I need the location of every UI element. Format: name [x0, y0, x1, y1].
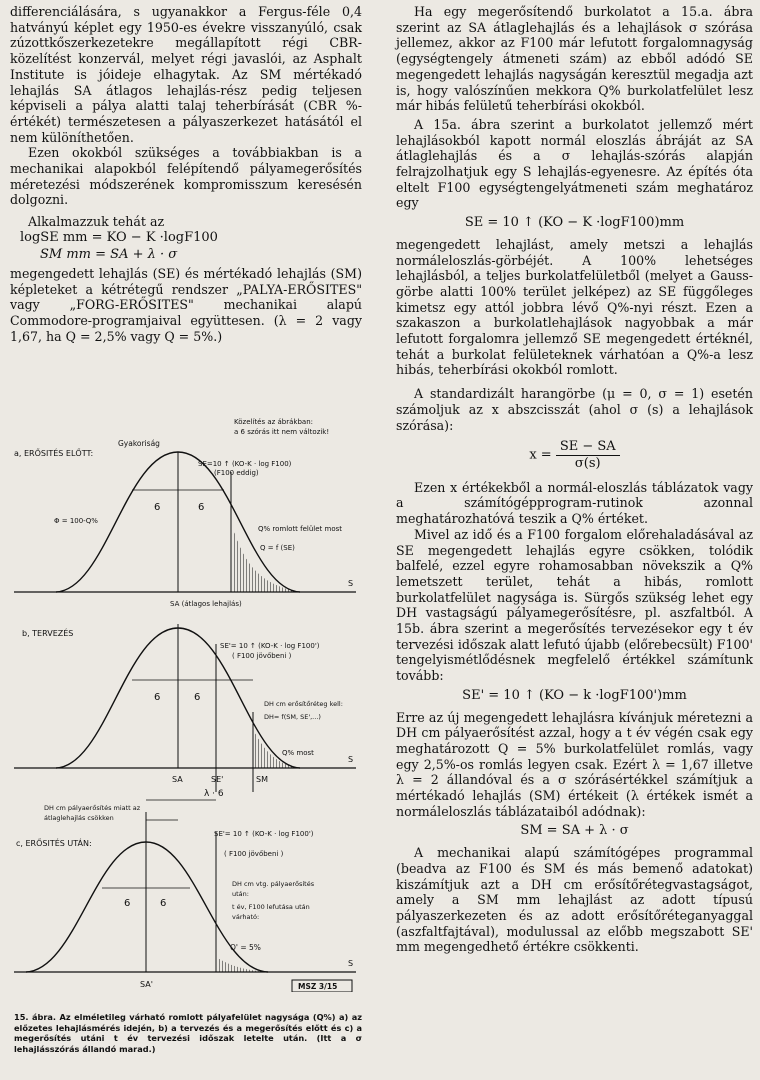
label-a: a, ERŐSITÉS ELŐTT:: [14, 449, 94, 458]
s-label-b: S: [348, 755, 354, 764]
dh-need-2: DH= f(SM, SE',...): [264, 713, 321, 721]
dh-after-3: t év, F100 lefutása után: [232, 903, 310, 911]
se-formula-c2: ( F100 jövőbeni ): [224, 850, 284, 858]
se-prime-label-b: SE': [211, 775, 224, 784]
fraction: [556, 439, 620, 471]
distribution-diagrams: [6, 412, 366, 992]
sigma-b-2: 6: [194, 692, 201, 703]
se-formula-b: SE'= 10 ↑ (KO-K · log F100'): [220, 642, 320, 650]
panel-a: [14, 418, 356, 608]
left-paragraph-3: Alkalmazzuk tehát az: [28, 214, 165, 230]
right-column: [396, 4, 753, 955]
sa-label-b: SA: [172, 775, 183, 784]
s-label-a: S: [348, 579, 354, 588]
equation-se-prime: SE' = 10 ↑ (KO − k ·logF100')mm: [462, 687, 687, 703]
equation-sm-right: SM = SA + λ · σ: [520, 823, 629, 839]
dh-after-2: után:: [232, 890, 249, 898]
sa-label-a: SA (átlagos lehajlás): [170, 600, 242, 608]
right-paragraph-2: A 15a. ábra szerint a burkolatot jellemző mért lehajlásokból kapott normál eloszlás ábráját az SA átlaglehajlás és a σ lehajlás-szórás alapján felrajzolhatjuk egy S lehajlás-egyenesre. Az építés óta eltelt F100 egységtengelyátmeneti szám meghatároz egy: [396, 116, 753, 211]
equation-x: [396, 439, 753, 471]
sigma-a-2: 6: [198, 502, 205, 513]
equation-sm: SM mm = SA + λ · σ: [40, 246, 178, 262]
right-paragraph-6: Mivel az idő és a F100 forgalom előrehaladásával az SE megengedett lehajlás egyre csökken, tolódik balfelé, ezzel egyre rohamosabban növekszik a Q% lemetszett terület, tehát a hibás, romlott burkolatfelület nagysága is. Sürgős szükség lehet egy DH vastagságú pályamegerősítésre, pl. aszfaltból. A 15b. ábra szerint a megerősítés tervezésekor egy t év tervezési időszak alatt lefutó újabb (előrebecsült) F100' tengelyismétlődésnek megfelelő értékkel számítunk tovább:: [396, 526, 753, 684]
figure-15: [6, 412, 366, 992]
q-romlott-label: Q% romlott felület most: [258, 525, 343, 533]
dh-after-4: várható:: [232, 913, 260, 921]
figure-caption: 15. ábra. Az elméletileg várható romlott pályafelület nagysága (Q%) a) az előzetes lehajlásmérés idején, b) a tervezés és a megerősítés előtt és c) a megerősítés utáni t év tervezési időszak letelte után. (Itt a σ lehajlásszórás állandó marad.): [14, 1012, 362, 1054]
left-paragraph-1: differenciálására, s ugyanakkor a Fergus-féle 0,4 hatványú képlet egy 1950-es évekre visszanyúló, csak zúzottkőszerkezetekre megállapított régi CBR-közelítést konzervál, melyet régi javaslói, az Asphalt Institute is jóideje elhagytak. Az SM mértékadó lehajlás SA átlagos lehajlás-rész pedig teljesen képviseli a pálya alatti talaj teherbírását (CBR %-értékét) természetesen a pályaszerkezet hatásától el nem különíthetően.: [10, 4, 362, 145]
se-formula-c: SE'= 10 ↑ (KO-K · log F100'): [214, 830, 314, 838]
note-1: Közelítés az ábrákban:: [234, 418, 313, 426]
note-2: a 6 szórás itt nem változik!: [234, 428, 330, 436]
dh-miatt-1: DH cm pályaerősítés miatt az: [44, 804, 141, 812]
frac-denominator: σ(s): [574, 455, 601, 471]
left-paragraph-4: megengedett lehajlás (SE) és mértékadó lehajlás (SM) képleteket a kétrétegű rendszer „PALYA-ERŐSITES" vagy „FORG-ERŐSITES" mechanikai alapú Commodore-programjaival együttesen. (λ = 2 vagy 1,67, ha Q = 2,5% vagy Q = 5%.): [10, 265, 362, 344]
sigma-c-1: 6: [124, 898, 131, 909]
q-most-label: Q% most: [282, 749, 314, 757]
sigma-b-1: 6: [154, 692, 161, 703]
se-formula-a2: (F100 eddig): [214, 469, 259, 477]
equation-se: logSE mm = KO − K ·logF100: [20, 229, 218, 245]
q-f-label: Q = f (SE): [260, 544, 295, 552]
sa-prime-label: SA': [140, 980, 153, 989]
dh-miatt-2: átlaglehajlás csökken: [44, 814, 114, 822]
right-paragraph-4: A standardizált harangörbe (μ = 0, σ = 1) esetén számoljuk az x abszcisszát (ahol σ (s) a lehajlások szórása):: [396, 386, 753, 433]
right-paragraph-5: Ezen x értékekből a normál-eloszlás táblázatok vagy a számítógépprogram-rutinok azonnal meghatározhatóvá teszik a Q% értéket.: [396, 479, 753, 527]
left-column: [10, 4, 362, 344]
left-paragraph-2: Ezen okokból szükséges a továbbiakban is a mechanikai alapokból felépítendő pályamegerősítés méretezési módszerének kompromisszum keresésén dolgozni.: [10, 145, 362, 208]
sm-label-b: SM: [256, 775, 268, 784]
phi-label: Φ = 100-Q%: [54, 517, 98, 525]
se-formula-b2: ( F100 jövőbeni ): [232, 652, 292, 660]
frac-lhs: x =: [529, 447, 552, 463]
dh-after-1: DH cm vtg. pályaerősítés: [232, 880, 315, 888]
equation-se-right: SE = 10 ↑ (KO − K ·logF100)mm: [464, 215, 685, 231]
right-paragraph-7: Erre az új megengedett lehajlásra kívánjuk méretezni a DH cm pályaerősítést azzal, hogy a t év végén csak egy meghatározott Q = 5% burkolatfelület romlás, vagy egy 2,5%-os romlás legyen csak. Ezért λ = 1,67 illetve λ = 2 állandóval és a σ szórásértékkel számítjuk a mértékadó lehajlás (SM) értékeit (λ értékek ismét a normáleloszlás táblázataiból adódnak):: [396, 709, 753, 819]
label-c: c, ERŐSITÉS UTÁN:: [16, 839, 92, 848]
dh-need-1: DH cm erősítőréteg kell:: [264, 700, 343, 708]
se-formula-a: SE=10 ↑ (KO-K · log F100): [198, 460, 292, 468]
q-5-label: Q' = 5%: [230, 943, 261, 952]
hatched-area-a: [231, 524, 300, 592]
label-b: b, TERVEZÉS: [22, 629, 74, 638]
s-label-c: S: [348, 959, 354, 968]
right-paragraph-3: megengedett lehajlást, amely metszi a lehajlás normáleloszlás-görbéjét. A 100% lehetséges lehajlásból, a teljes burkolatfelületből (melyet a Gauss-görbe alatti 100% terület jelképez) az SE függőleges kimetsz egy attól jobbra lévő Q%-nyi részt. Ezen a szakaszon a burkolatlehajlások nagyobbak a már lefutott forgalomra jellemző SE megengedett értéknél, tehát a burkolat felületeknek várhatóan a Q%-a lesz hibás, teherbírási okokból romlott.: [396, 236, 753, 378]
sigma-c-2: 6: [160, 898, 167, 909]
panel-b: [14, 624, 356, 972]
sigma-a-1: 6: [154, 502, 161, 513]
panel-c: [14, 830, 356, 992]
msz-label: MSZ 3/15: [298, 982, 338, 991]
lambda-label: λ · 6: [204, 789, 224, 799]
right-paragraph-8: A mechanikai alapú számítógépes programmal (beadva az F100 és SM és más bemenő adatokat) kiszámítjuk azt a DH cm erősítőrétegvastagságot, amely a SM mm lehajlást az adott típusú pályaszerkezeten és az adott erősítőréteganyaggal (aszfaltfajtával), modulussal az előbb megszabott SE' mm megengedhető értékre csökkenti.: [396, 845, 753, 955]
right-paragraph-1: Ha egy megerősítendő burkolatot a 15.a. ábra szerint az SA átlaglehajlás és a lehajlások σ szórása jellemez, akkor az F100 már lefutott forgalomnagyság (egységtengely átmeneti szám) az ebből adódó SE megengedett lehajlás nagyságán keresztül megadja azt is, hogy valószínűen mekkora Q% burkolatfelület lesz már hibás felületű teherbírási okokból.: [396, 4, 753, 114]
frac-numerator: SE − SA: [556, 439, 620, 456]
label-freq: Gyakoriság: [118, 439, 160, 448]
